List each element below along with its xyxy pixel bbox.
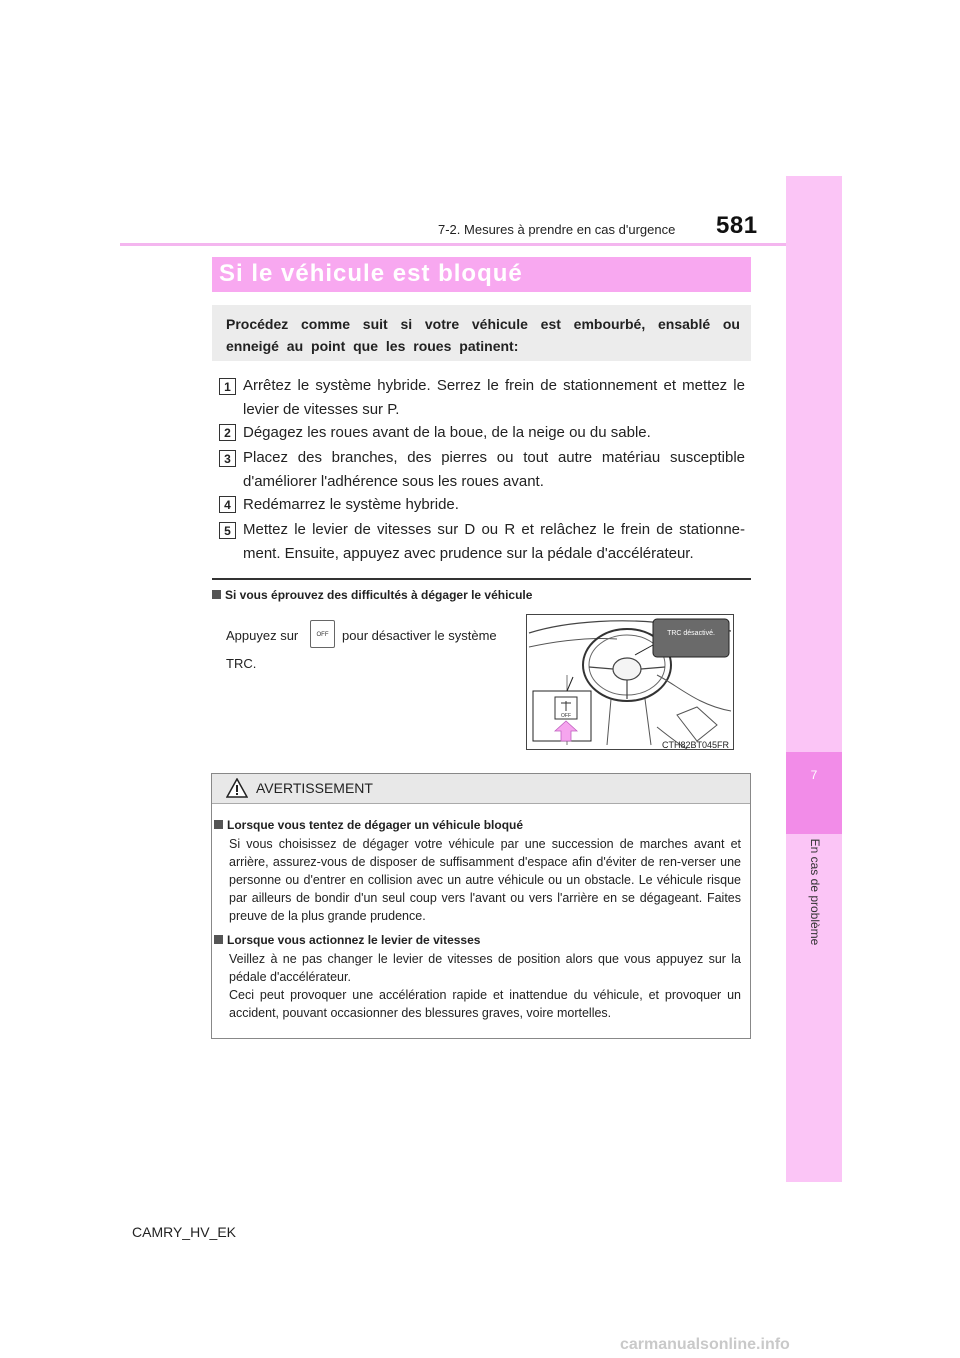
step-number: 1 [219, 378, 236, 395]
difficulty-heading [212, 588, 532, 602]
difficulty-heading-text: Si vous éprouvez des difficultés à dégager le véhicule [225, 588, 533, 602]
page-number: 581 [716, 212, 758, 239]
trc-off-label: OFF [316, 632, 329, 638]
warning-item-body: Veillez à ne pas changer le levier de vitesses de position alors que vous appuyez sur la pédale d'accélérateur. [229, 952, 741, 984]
step-number: 3 [219, 450, 236, 467]
step-number: 4 [219, 496, 236, 513]
step-text: Dégagez les roues avant de la boue, de la neige ou du sable. [243, 424, 651, 441]
watermark: carmanualsonline.info [620, 1336, 790, 1353]
step-text: Redémarrez le système hybride. [243, 496, 459, 513]
instruction-text-end: pour désactiver le système [342, 628, 497, 643]
warning-item-heading-text: Lorsque vous actionnez le levier de vitesses [227, 933, 481, 947]
warning-triangle-icon [226, 778, 248, 803]
chapter-side-tab [786, 176, 842, 1182]
chapter-title: En cas de problème [808, 838, 822, 946]
warning-item-heading [214, 818, 523, 832]
warning-item-body: Ceci peut provoquer une accélération rapide et inattendue du véhicule, et provoquer un accident, pouvant occasionner des blessures graves, voire mortelles. [229, 988, 741, 1020]
section-divider [212, 578, 751, 580]
instruction-text-start: Appuyez sur [226, 628, 299, 643]
step-number: 5 [219, 522, 236, 539]
warning-label: AVERTISSEMENT [256, 780, 373, 796]
bullet-square-icon [214, 935, 223, 944]
warning-item-heading [214, 933, 480, 947]
display-message: TRC désactivé. [667, 630, 715, 637]
bullet-square-icon [214, 820, 223, 829]
chapter-number: 7 [810, 768, 818, 782]
intro-text: Procédez comme suit si votre véhicule est embourbé, ensablé ou enneigé au point que les roues patinent: [226, 316, 740, 354]
figure-off-label: OFF [561, 713, 571, 719]
step-number: 2 [219, 424, 236, 441]
figure-code: CTH82BT045FR [662, 740, 730, 750]
warning-item-heading-text: Lorsque vous tentez de dégager un véhicule bloqué [227, 818, 524, 832]
trc-off-button-icon [310, 620, 335, 648]
step-text: Placez des branches, des pierres ou tout autre matériau susceptible d'améliorer l'adhérence sous les roues avant. [243, 449, 745, 490]
document-footer: CAMRY_HV_EK [132, 1224, 237, 1240]
bullet-square-icon [212, 590, 221, 599]
step-text: Mettez le levier de vitesses sur D ou R et relâchez le frein de stationne-ment. Ensuite, appuyez avec prudence sur la pédale d'accélérateur. [243, 521, 745, 562]
step-text: Arrêtez le système hybride. Serrez le frein de stationnement et mettez le levier de vitesses sur P. [243, 377, 745, 418]
instruction-text-line2: TRC. [226, 656, 257, 671]
header-rule [120, 243, 842, 246]
warning-item-body: Si vous choisissez de dégager votre véhicule par une succession de marches avant et arrière, assurez-vous de disposer de suffisamment d'espace afin d'éviter de ren-verser une personne ou d'entrer en collision avec un autre véhicule ou un obstacle. Le véhicule risque par ailleurs de bondir d'un seul coup vers l'avant ou vers l'arrière en se dégageant. Faites preuve de la plus grande prudence. [229, 837, 741, 923]
header-section-title: 7-2. Mesures à prendre en cas d'urgence [438, 222, 676, 237]
dashboard-illustration [526, 614, 734, 750]
page-title: Si le véhicule est bloqué [219, 260, 523, 287]
chapter-number-tab [786, 752, 842, 834]
